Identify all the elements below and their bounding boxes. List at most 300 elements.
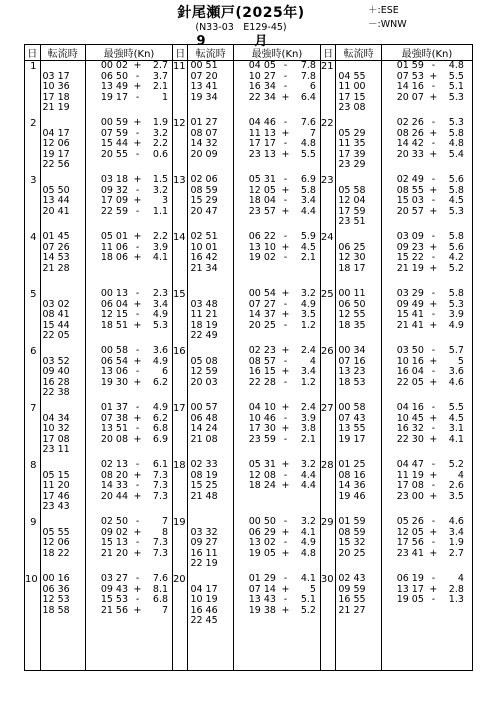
table-header-row (25, 45, 473, 61)
slack-time: 22 45 (190, 615, 218, 627)
max-speed: 7.6 (152, 573, 169, 584)
slack-time: 13 41 (190, 81, 218, 93)
direction-sign: - (283, 138, 288, 150)
slack-time: 14 24 (190, 423, 218, 435)
slack-times-cell (40, 460, 86, 517)
max-time: 13 06 (100, 366, 129, 378)
direction-sign: - (283, 537, 288, 549)
slack-times-cell (188, 346, 234, 403)
max-time: 12 08 (248, 469, 276, 481)
direction-sign: - (283, 355, 288, 367)
max-current-row (382, 435, 472, 446)
max-current-cell (86, 403, 173, 460)
direction-sign: - (431, 60, 436, 71)
slack-times-cell (188, 61, 234, 119)
slack-time: 14 36 (338, 480, 366, 492)
table-row (25, 289, 473, 346)
legend-plus: ＋:ESE (368, 5, 399, 16)
direction-sign: - (135, 184, 140, 196)
direction-sign: - (431, 423, 436, 435)
max-time: 02 23 (248, 345, 276, 356)
max-current-cell (233, 118, 320, 175)
max-current-row (86, 186, 172, 197)
tidal-current-table (24, 44, 473, 671)
max-speed: 4.2 (448, 252, 464, 264)
max-speed: 4 (457, 573, 464, 584)
max-time: 15 41 (396, 309, 424, 321)
max-current-row (382, 232, 472, 243)
slack-time: 12 04 (338, 195, 366, 207)
slack-times-cell (336, 289, 382, 346)
slack-time: 05 29 (338, 127, 366, 139)
direction-sign: - (431, 252, 436, 264)
max-time: 01 29 (248, 573, 276, 584)
max-speed: 4.9 (152, 355, 169, 367)
slack-time: 11 20 (42, 480, 70, 492)
max-time: 21 20 (100, 547, 129, 559)
direction-sign: + (133, 252, 142, 264)
max-time: 10 45 (396, 412, 424, 424)
slack-time: 21 48 (190, 490, 218, 502)
max-time: 12 05 (248, 184, 276, 196)
max-time: 08 26 (396, 127, 424, 139)
max-speed: 4.8 (448, 60, 464, 71)
direction-sign: - (431, 480, 436, 492)
slack-time: 12 30 (338, 252, 366, 264)
max-time: 18 06 (100, 252, 129, 264)
direction-sign: - (431, 459, 436, 470)
max-time: 18 04 (248, 195, 276, 207)
direction-sign: + (429, 148, 438, 160)
max-speed: 3.9 (152, 241, 169, 253)
day-number: 12 (172, 118, 186, 129)
direction-sign: - (283, 594, 288, 606)
max-speed: 3.6 (448, 366, 464, 378)
slack-time: 20 03 (190, 376, 218, 388)
direction-sign: + (281, 148, 290, 160)
slack-times-cell (40, 403, 86, 460)
max-speed: 2.4 (300, 402, 316, 413)
direction-sign: + (281, 309, 290, 321)
slack-time (43, 61, 86, 72)
max-time: 20 33 (396, 148, 424, 160)
day-cell (25, 517, 41, 574)
max-time: 14 37 (248, 309, 276, 321)
max-time: 23 00 (396, 490, 424, 502)
max-current-row (234, 321, 320, 332)
day-number: 7 (30, 403, 37, 414)
direction-sign: - (283, 231, 288, 242)
max-current-row (234, 435, 320, 446)
slack-time (43, 460, 86, 471)
max-time: 13 10 (248, 241, 276, 253)
max-time: 20 57 (396, 205, 424, 217)
slack-time: 18 58 (42, 604, 70, 616)
max-speed: 1.9 (448, 537, 464, 549)
slack-time: 00 16 (42, 573, 70, 584)
slack-time: 05 58 (338, 184, 366, 196)
direction-sign: - (431, 195, 436, 207)
max-current-row (234, 150, 320, 161)
max-time: 21 41 (396, 319, 424, 331)
slack-time: 17 18 (42, 91, 70, 103)
max-time: 00 13 (100, 288, 129, 299)
direction-sign: + (429, 490, 438, 502)
max-time: 20 55 (100, 148, 129, 160)
slack-time (338, 175, 381, 186)
max-time: 17 56 (396, 537, 424, 549)
max-current-row (86, 175, 172, 186)
slack-times-cell (188, 289, 234, 346)
slack-time: 12 53 (42, 594, 70, 606)
max-time: 17 09 (100, 195, 129, 207)
max-current-row (382, 460, 472, 471)
direction-sign: + (133, 117, 142, 128)
max-current-row (86, 435, 172, 446)
max-speed: 5.3 (152, 319, 169, 331)
max-speed: 5.8 (448, 288, 464, 299)
direction-sign: + (429, 355, 438, 367)
max-time: 06 29 (248, 526, 276, 538)
max-speed: 4.1 (448, 433, 464, 445)
direction-sign: - (431, 573, 436, 584)
day-cell (25, 574, 41, 671)
max-speed: 8 (161, 526, 169, 538)
max-speed: 3.9 (448, 309, 464, 321)
max-time: 00 54 (248, 288, 276, 299)
slack-time: 15 32 (338, 537, 366, 549)
slack-time: 08 19 (190, 469, 218, 481)
max-time: 08 57 (248, 355, 276, 367)
day-cell (320, 61, 336, 119)
day-number: 27 (320, 403, 334, 414)
max-speed: 2.4 (300, 345, 316, 356)
direction-sign: + (281, 459, 290, 470)
day-number: 29 (320, 517, 334, 528)
max-speed: 3.2 (300, 516, 316, 527)
max-time: 04 47 (396, 459, 424, 470)
day-number: 26 (320, 346, 334, 357)
slack-time: 13 44 (42, 195, 70, 207)
max-time: 11 06 (100, 241, 129, 253)
max-time: 06 22 (248, 231, 276, 242)
max-time: 13 02 (248, 537, 276, 549)
day-number: 2 (30, 118, 37, 129)
max-current-row (86, 253, 172, 264)
legend-minus: －:WNW (368, 19, 407, 30)
direction-sign: - (431, 537, 436, 549)
direction-sign: - (431, 594, 436, 606)
day-cell (172, 517, 188, 574)
table-row (25, 232, 473, 289)
day-number: 3 (30, 175, 37, 186)
max-speed: 3.9 (300, 412, 316, 424)
slack-time (190, 574, 233, 585)
slack-time (43, 403, 86, 414)
slack-time: 18 35 (338, 319, 366, 331)
max-time: 15 13 (100, 537, 129, 549)
max-time: 11 19 (396, 469, 424, 481)
max-time: 10 16 (396, 355, 424, 367)
max-speed: 5.2 (300, 604, 316, 616)
slack-time: 05 55 (42, 526, 70, 538)
day-cell (172, 118, 188, 175)
day-cell (320, 175, 336, 232)
slack-time: 21 19 (42, 102, 70, 114)
slack-time: 01 25 (338, 459, 366, 470)
max-current-cell (233, 232, 320, 289)
day-number: 28 (320, 460, 334, 471)
slack-time: 12 06 (42, 537, 70, 549)
slack-time: 03 48 (190, 298, 218, 310)
max-current-row (234, 378, 320, 389)
max-time: 08 20 (100, 469, 129, 481)
slack-time: 01 27 (190, 117, 218, 128)
max-current-cell (86, 346, 173, 403)
slack-times-cell (336, 574, 382, 671)
direction-sign: + (429, 547, 438, 559)
max-speed: 6 (161, 366, 169, 378)
table-row (25, 175, 473, 232)
slack-time (43, 289, 86, 300)
max-time: 10 46 (248, 412, 276, 424)
day-number: 30 (320, 574, 334, 585)
slack-times-cell (40, 175, 86, 232)
max-current-row (234, 289, 320, 300)
col-tenryu-3: 転流時 (336, 45, 382, 61)
slack-times-cell (40, 118, 86, 175)
max-time: 11 13 (248, 127, 276, 139)
slack-time: 17 39 (338, 148, 366, 160)
slack-times-cell (188, 574, 234, 671)
direction-sign: + (429, 469, 438, 481)
slack-time: 11 21 (190, 309, 218, 321)
max-speed: 3.4 (448, 526, 464, 538)
max-speed: 2.1 (300, 252, 316, 264)
max-speed: 4.6 (448, 516, 464, 527)
max-current-row (382, 264, 472, 275)
max-current-cell (381, 460, 472, 517)
max-speed: 1 (161, 91, 169, 103)
slack-time: 23 29 (338, 159, 366, 171)
max-current-row (86, 321, 172, 332)
slack-time: 10 32 (42, 423, 70, 435)
max-speed: 4 (309, 355, 316, 367)
slack-time: 16 55 (338, 594, 366, 606)
slack-time: 15 29 (190, 195, 218, 207)
day-cell (25, 232, 41, 289)
max-speed: 4.1 (300, 526, 316, 538)
direction-sign: - (283, 60, 288, 71)
direction-sign: + (429, 526, 438, 538)
max-current-cell (233, 346, 320, 403)
max-speed: 4.9 (152, 402, 169, 413)
day-cell (320, 118, 336, 175)
slack-time: 06 48 (190, 412, 218, 424)
max-speed: 1.1 (152, 205, 169, 217)
direction-sign: + (133, 412, 142, 424)
max-current-cell (381, 289, 472, 346)
max-speed: 1.9 (152, 117, 169, 128)
max-time: 13 51 (100, 423, 129, 435)
slack-time: 04 55 (338, 70, 366, 82)
direction-sign: + (133, 376, 142, 388)
max-current-cell (233, 574, 320, 671)
max-time: 18 51 (100, 319, 129, 331)
slack-time: 03 02 (42, 298, 70, 310)
slack-time (338, 118, 381, 129)
max-current-row (382, 61, 472, 72)
max-time: 19 05 (396, 594, 424, 606)
slack-time: 19 17 (338, 433, 366, 445)
direction-sign: - (431, 81, 436, 93)
day-cell (172, 460, 188, 517)
location-coordinates: (N33-03 E129-45) (195, 22, 287, 33)
max-time: 08 55 (396, 184, 424, 196)
max-time: 17 17 (248, 138, 276, 150)
max-current-cell (381, 118, 472, 175)
direction-sign: - (283, 412, 288, 424)
max-time: 00 02 (100, 60, 129, 71)
max-time: 17 08 (396, 480, 424, 492)
max-time: 16 15 (248, 366, 276, 378)
max-current-row (382, 595, 472, 606)
table-row (25, 574, 473, 671)
col-max-3: 最強時(Kn) (381, 45, 472, 61)
max-time: 09 32 (100, 184, 129, 196)
day-number: 11 (172, 61, 186, 72)
slack-time: 09 27 (190, 537, 218, 549)
slack-times-cell (40, 517, 86, 574)
direction-sign: - (431, 231, 436, 242)
direction-sign: + (133, 583, 142, 595)
direction-sign: - (135, 127, 140, 139)
slack-time: 17 46 (42, 490, 70, 502)
max-time: 07 38 (100, 412, 129, 424)
slack-time: 20 25 (338, 547, 366, 559)
max-current-row (382, 378, 472, 389)
day-cell (320, 460, 336, 517)
max-time: 02 26 (396, 117, 424, 128)
day-number: 23 (320, 175, 334, 186)
max-speed: 6 (309, 81, 316, 93)
max-time: 03 18 (100, 174, 129, 185)
direction-sign: + (429, 205, 438, 217)
slack-time: 22 38 (42, 387, 70, 399)
direction-sign: - (135, 366, 140, 378)
max-current-row (234, 61, 320, 72)
max-speed: 4.4 (300, 480, 316, 492)
max-speed: 4.8 (448, 138, 464, 150)
max-time: 09 43 (100, 583, 129, 595)
direction-sign: + (429, 412, 438, 424)
slack-times-cell (40, 574, 86, 671)
day-number: 16 (172, 346, 186, 357)
max-speed: 5.3 (448, 117, 464, 128)
slack-time: 15 25 (190, 480, 218, 492)
slack-time: 07 43 (338, 412, 366, 424)
max-current-row (382, 150, 472, 161)
max-speed: 4.9 (300, 537, 316, 549)
max-speed: 4.5 (448, 195, 464, 207)
direction-sign: + (133, 60, 142, 71)
max-speed: 7.8 (300, 60, 316, 71)
max-time: 07 53 (396, 70, 424, 82)
direction-sign: + (281, 184, 290, 196)
slack-times-cell (188, 118, 234, 175)
slack-time: 16 46 (190, 604, 218, 616)
max-time: 04 16 (396, 402, 424, 413)
slack-time: 12 59 (190, 366, 218, 378)
slack-time: 18 17 (338, 262, 366, 274)
max-speed: 5.5 (448, 70, 464, 82)
max-current-row (382, 346, 472, 357)
slack-time: 00 51 (190, 60, 218, 71)
direction-sign: + (281, 205, 290, 217)
max-current-row (86, 517, 172, 528)
slack-times-cell (188, 403, 234, 460)
day-cell (172, 403, 188, 460)
day-cell (25, 346, 41, 403)
max-current-row (234, 574, 320, 585)
month-label: 9 月 (196, 34, 286, 49)
slack-time: 15 44 (42, 319, 70, 331)
max-current-row (382, 207, 472, 218)
max-speed: 7.3 (152, 480, 169, 492)
direction-sign: + (133, 81, 142, 93)
max-current-row (234, 175, 320, 186)
max-current-row (86, 595, 172, 606)
slack-times-cell (336, 175, 382, 232)
max-time: 04 10 (248, 402, 276, 413)
slack-time: 23 11 (42, 444, 70, 456)
max-current-row (234, 606, 320, 617)
slack-time: 06 36 (42, 583, 70, 595)
max-time: 00 58 (100, 345, 129, 356)
direction-sign: - (283, 376, 288, 388)
day-number: 21 (320, 61, 334, 72)
max-speed: 4.9 (300, 298, 316, 310)
slack-time: 07 20 (190, 70, 218, 82)
max-time: 09 02 (100, 526, 129, 538)
direction-sign: - (283, 516, 288, 527)
max-current-row (234, 346, 320, 357)
table-row (25, 517, 473, 574)
slack-time: 14 53 (42, 252, 70, 264)
slack-time: 14 32 (190, 138, 218, 150)
max-speed: 5.5 (448, 402, 464, 413)
max-time: 14 16 (396, 81, 424, 93)
max-speed: 2.7 (152, 60, 169, 71)
max-time: 23 57 (248, 205, 276, 217)
max-time: 17 30 (248, 423, 276, 435)
max-speed: 5.5 (300, 148, 316, 160)
max-speed: 3.2 (152, 184, 169, 196)
max-speed: 2.2 (152, 138, 169, 150)
slack-time: 07 26 (42, 241, 70, 253)
direction-sign: - (283, 70, 288, 82)
max-time: 22 28 (248, 376, 276, 388)
slack-time (190, 346, 233, 357)
slack-times-cell (188, 232, 234, 289)
max-current-row (86, 61, 172, 72)
max-speed: 5.6 (448, 241, 464, 253)
max-time: 15 44 (100, 138, 129, 150)
max-speed: 7 (309, 127, 316, 139)
max-current-row (86, 82, 172, 93)
day-number: 14 (172, 232, 186, 243)
max-time: 21 56 (100, 604, 129, 616)
